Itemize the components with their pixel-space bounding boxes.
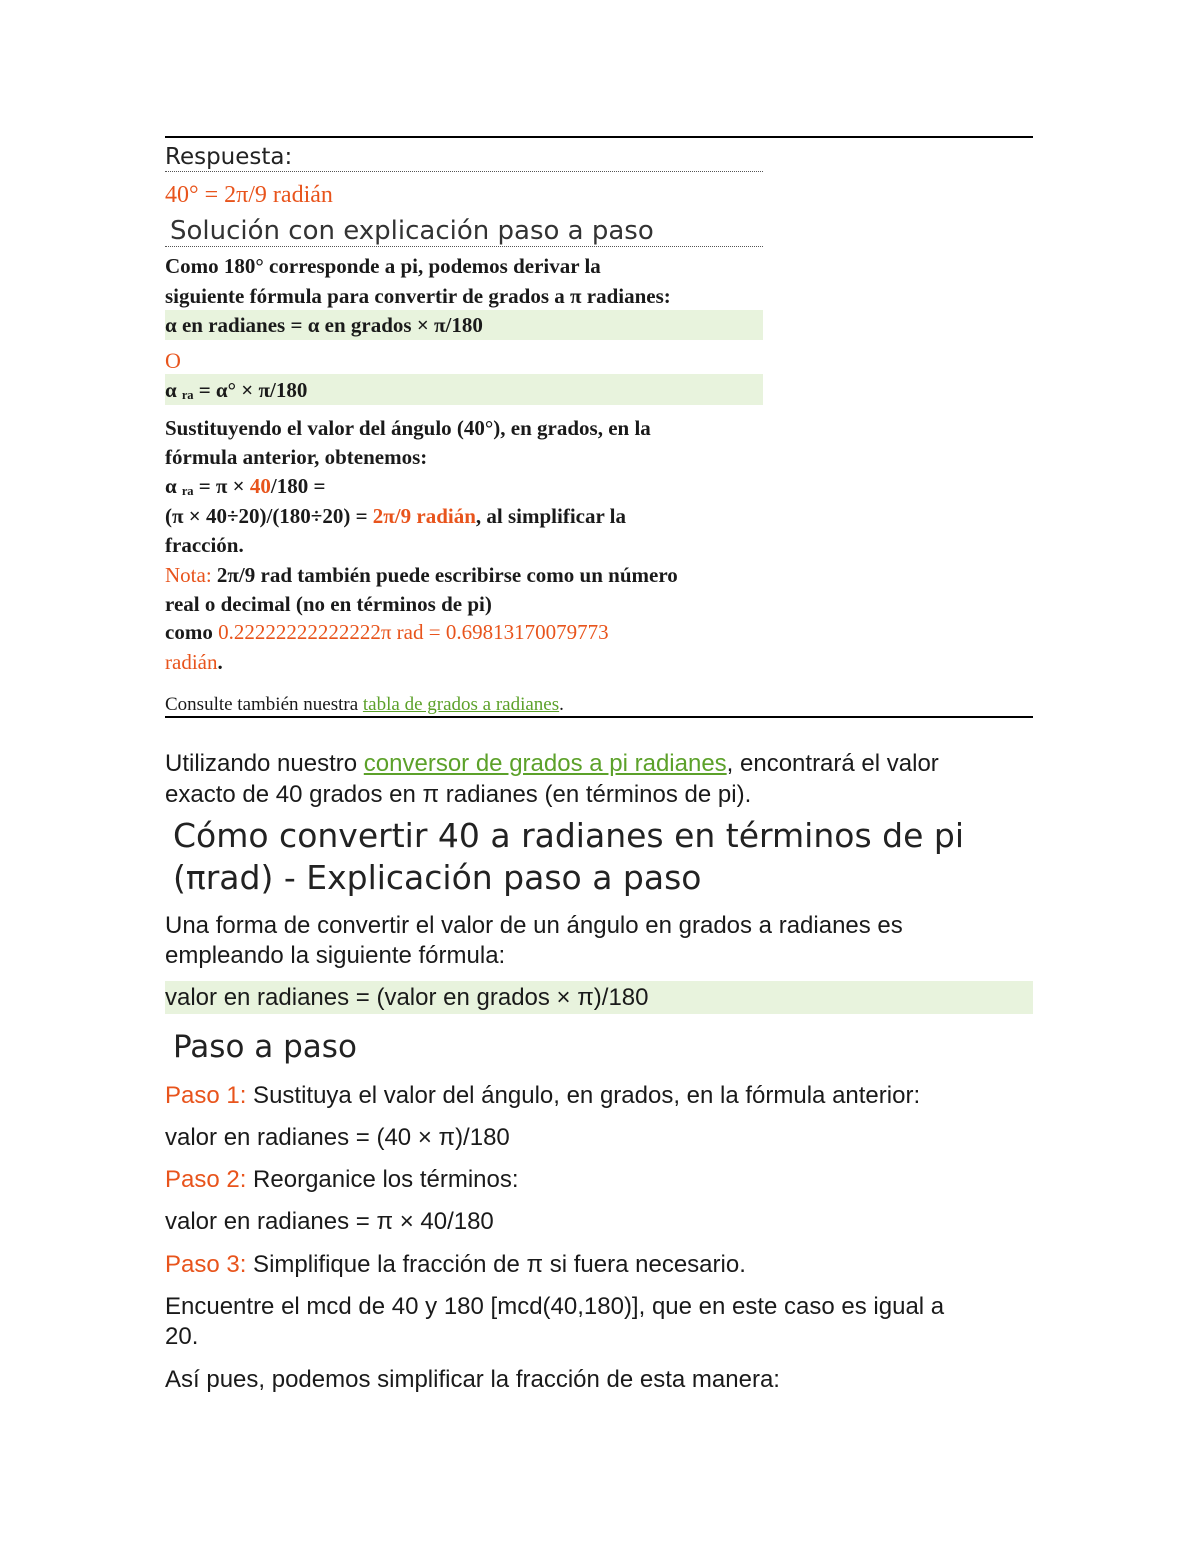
calc1-suffix: /180 =: [270, 474, 326, 498]
step-1-text: Sustituya el valor del ángulo, en grados, en la fórmula anterior:: [246, 1082, 921, 1109]
step-3: [165, 1251, 746, 1279]
note-line-1: [165, 563, 678, 588]
intro-suffix: , encontrará el valor: [726, 750, 939, 777]
calc2-result: 2π/9 radián: [372, 504, 476, 528]
formula-2: α ᵣₐ = α° × π/180: [165, 378, 308, 402]
note-decimal: 0.22222222222222π rad = 0.69813170079773: [218, 620, 609, 644]
respuesta-label: Respuesta:: [165, 144, 293, 170]
step-2-text: Reorganice los términos:: [246, 1166, 519, 1193]
note-line-2: real o decimal (no en términos de pi): [165, 592, 492, 616]
respuesta-underline: [165, 171, 763, 172]
explain-line-1: Como 180° corresponde a pi, podemos derivar la: [165, 254, 601, 278]
method-paragraph-line-1: Una forma de convertir el valor de un ángulo en grados a radianes es: [165, 912, 903, 939]
calculation-line-3: fracción.: [165, 533, 244, 557]
step-3-text: Simplifique la fracción de π si fuera necesario.: [246, 1251, 746, 1278]
steps-heading: Paso a paso: [173, 1029, 357, 1065]
note-period: .: [217, 650, 223, 674]
intro-prefix: Utilizando nuestro: [165, 750, 364, 777]
calculation-line-2: [165, 504, 626, 529]
answer-value: 40° = 2π/9 radián: [165, 182, 333, 208]
gcd-line-2: 20.: [165, 1323, 199, 1350]
step-2: [165, 1166, 519, 1194]
section-heading-line-2: (πrad) - Explicación paso a paso: [173, 858, 702, 897]
calc1-prefix: α ᵣₐ = π ×: [165, 474, 250, 498]
final-line: Así pues, podemos simplificar la fracción de esta manera:: [165, 1366, 780, 1393]
method-paragraph-line-2: empleando la siguiente fórmula:: [165, 942, 506, 969]
note-line-3: [165, 620, 609, 645]
calc1-number: 40: [249, 474, 271, 498]
note-como: como: [165, 620, 219, 644]
substitution-line-1: Sustituyendo el valor del ángulo (40°), en grados, en la: [165, 416, 651, 440]
main-formula: valor en radianes = (valor en grados × π)/180: [165, 984, 649, 1011]
degrees-to-radians-table-link[interactable]: tabla de grados a radianes: [362, 694, 560, 715]
see-also-prefix: Consulte también nuestra: [165, 694, 363, 715]
bottom-divider: [165, 716, 1033, 718]
degrees-to-pi-radians-converter-link[interactable]: conversor de grados a pi radianes: [363, 750, 727, 777]
intro-line-1: [165, 750, 939, 778]
formula-1: α en radianes = α en grados × π/180: [165, 313, 483, 337]
calc2-suffix: , al simplificar la: [475, 504, 627, 528]
calc2-prefix: (π × 40÷20)/(180÷20) =: [165, 504, 373, 528]
section-heading-line-1: Cómo convertir 40 a radianes en términos de pi: [173, 816, 964, 855]
note-text-1: 2π/9 rad también puede escribirse como un número: [211, 563, 678, 587]
or-label: O: [165, 348, 181, 373]
gcd-line-1: Encuentre el mcd de 40 y 180 [mcd(40,180)], que en este caso es igual a: [165, 1293, 945, 1320]
solution-heading-underline: [165, 246, 763, 247]
see-also-line: [165, 694, 564, 716]
substitution-line-2: fórmula anterior, obtenemos:: [165, 445, 428, 469]
solution-heading: Solución con explicación paso a paso: [170, 216, 654, 246]
intro-line-2: exacto de 40 grados en π radianes (en términos de pi).: [165, 781, 752, 808]
step-2-label: Paso 2:: [165, 1166, 247, 1193]
step-2-formula: valor en radianes = π × 40/180: [165, 1208, 494, 1235]
step-3-label: Paso 3:: [165, 1251, 247, 1278]
explain-line-2: siguiente fórmula para convertir de grados a π radianes:: [165, 284, 671, 308]
note-line-4: [165, 650, 223, 675]
step-1-formula: valor en radianes = (40 × π)/180: [165, 1124, 510, 1151]
top-divider: [165, 136, 1033, 138]
see-also-suffix: .: [559, 694, 564, 715]
note-label: Nota:: [165, 563, 212, 587]
note-radian: radián: [165, 650, 218, 674]
calculation-line-1: [165, 474, 325, 499]
step-1: [165, 1082, 920, 1110]
step-1-label: Paso 1:: [165, 1082, 247, 1109]
